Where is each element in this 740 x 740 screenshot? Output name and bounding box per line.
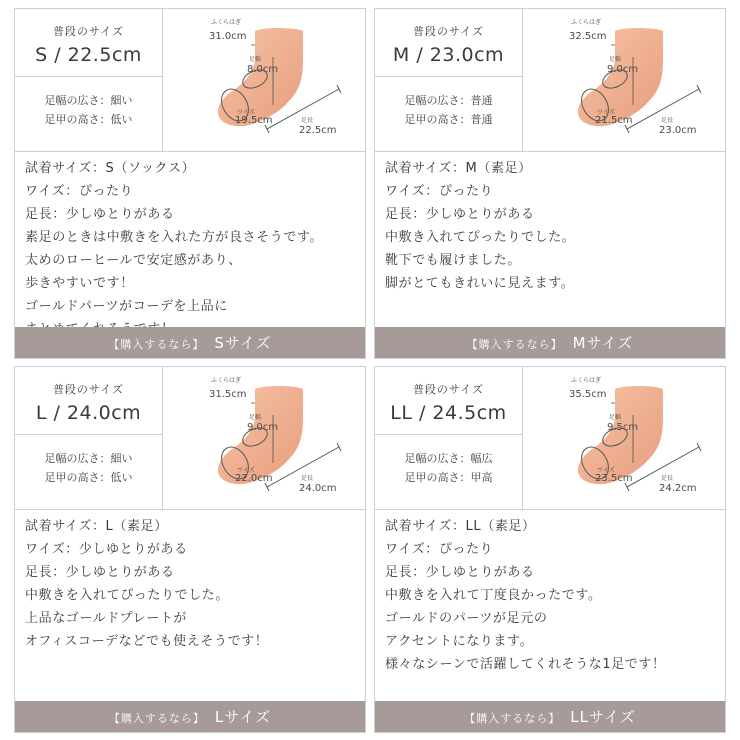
review-card <box>374 8 726 359</box>
usual-size-box <box>15 9 162 77</box>
review-line: 中敷きを入れて丁度良かったです。 <box>385 588 602 603</box>
review-line: 試着サイズ：L（素足） <box>25 519 168 534</box>
foot-width-text: 足幅の広さ：幅広 <box>404 452 493 465</box>
usual-size-label: 普段のサイズ <box>412 383 485 396</box>
foot-diagram <box>523 9 725 151</box>
measurement-panel <box>15 9 365 152</box>
review-line: 靴下でも履けました。 <box>385 253 522 268</box>
wise-label: ワイズ <box>237 467 255 474</box>
usual-size-label: 普段のサイズ <box>412 25 485 38</box>
buy-size-label: Lサイズ <box>214 708 272 726</box>
review-line: 脚がとてもきれいに見えます。 <box>385 276 575 291</box>
wise-label: ワイズ <box>237 109 255 116</box>
length-value: 24.0cm <box>299 483 337 494</box>
usual-size-box <box>15 367 162 435</box>
foot-width-text: 足幅の広さ：細い <box>44 94 133 107</box>
ankle-value: 8.0cm <box>247 64 279 75</box>
instep-height-text: 足甲の高さ：低い <box>44 471 133 484</box>
buy-size-button[interactable] <box>15 701 365 732</box>
length-label: 足長 <box>301 475 314 482</box>
review-line: 足長：少しゆとりがある <box>25 207 175 222</box>
review-line: ワイズ：ぴったり <box>25 184 134 199</box>
buy-size-button[interactable] <box>375 701 725 732</box>
usual-size-value: S / 22.5cm <box>35 44 142 66</box>
review-card <box>14 366 366 733</box>
ankle-label: 足幅 <box>249 414 262 421</box>
usual-size-value: L / 24.0cm <box>35 402 142 424</box>
calf-value: 31.0cm <box>209 31 247 42</box>
review-line: 足長：少しゆとりがある <box>385 565 535 580</box>
instep-height-text: 足甲の高さ：甲高 <box>404 471 493 484</box>
buy-prefix: 【購入するなら】 <box>108 338 205 351</box>
foot-illustration <box>523 9 733 152</box>
buy-size-label: LLサイズ <box>570 708 636 726</box>
foot-width-text: 足幅の広さ：細い <box>44 452 133 465</box>
buy-size-label: Sサイズ <box>214 334 272 352</box>
review-line: ワイズ：少しゆとりがある <box>25 542 188 557</box>
review-card <box>14 8 366 359</box>
foot-illustration <box>163 9 373 152</box>
measurement-panel <box>375 9 725 152</box>
length-value: 24.2cm <box>659 483 697 494</box>
review-line: ゴールドパーツがコーデを上品に <box>25 299 228 314</box>
foot-diagram <box>163 367 365 509</box>
measurement-panel <box>15 367 365 510</box>
wise-value: 21.5cm <box>595 115 633 126</box>
ankle-value: 9.0cm <box>607 64 639 75</box>
foot-shape-info <box>375 449 522 487</box>
instep-height-text: 足甲の高さ：普通 <box>404 113 493 126</box>
size-info <box>375 367 523 509</box>
calf-label: ふくらはぎ <box>571 377 602 384</box>
review-line: ワイズ：ぴったり <box>385 542 494 557</box>
buy-prefix: 【購入するなら】 <box>108 712 205 725</box>
calf-value: 35.5cm <box>569 389 607 400</box>
foot-shape <box>218 386 303 484</box>
review-line: 試着サイズ：M（素足） <box>385 161 532 176</box>
ankle-label: 足幅 <box>249 56 262 63</box>
buy-size-button[interactable] <box>15 327 365 358</box>
length-value: 23.0cm <box>659 125 697 136</box>
review-text <box>385 515 717 676</box>
foot-shape-info <box>15 449 162 487</box>
review-line: 太めのローヒールで安定感があり、 <box>25 253 242 268</box>
wise-value: 23.5cm <box>595 473 633 484</box>
review-text <box>25 157 357 341</box>
length-value: 22.5cm <box>299 125 337 136</box>
size-info <box>15 9 163 151</box>
calf-label: ふくらはぎ <box>211 377 242 384</box>
foot-shape <box>578 28 663 126</box>
instep-height-text: 足甲の高さ：低い <box>44 113 133 126</box>
ankle-label: 足幅 <box>609 414 622 421</box>
wise-label: ワイズ <box>597 109 615 116</box>
buy-size-label: Mサイズ <box>572 334 634 352</box>
review-line: 素足のときは中敷きを入れた方が良さそうです。 <box>25 230 324 245</box>
review-text <box>385 157 717 295</box>
calf-value: 31.5cm <box>209 389 247 400</box>
ankle-value: 9.0cm <box>247 422 279 433</box>
foot-diagram <box>163 9 365 151</box>
review-line: ゴールドのパーツが足元の <box>385 611 548 626</box>
foot-width-text: 足幅の広さ：普通 <box>404 94 493 107</box>
wise-value: 19.5cm <box>235 115 273 126</box>
size-info <box>375 9 523 151</box>
foot-shape <box>578 386 663 484</box>
review-text <box>25 515 357 653</box>
review-line: 中敷き入れてぴったりでした。 <box>385 230 576 245</box>
buy-size-button[interactable] <box>375 327 725 358</box>
usual-size-value: M / 23.0cm <box>392 44 505 66</box>
length-label: 足長 <box>661 117 674 124</box>
review-line: オフィスコーデなどでも使えそうです！ <box>25 634 269 649</box>
review-line: 歩きやすいです！ <box>25 276 134 291</box>
foot-diagram <box>523 367 725 509</box>
review-line: ワイズ：ぴったり <box>385 184 494 199</box>
review-line: 足長：少しゆとりがある <box>25 565 175 580</box>
foot-shape <box>218 28 303 126</box>
foot-illustration <box>163 367 373 510</box>
wise-value: 22.0cm <box>235 473 273 484</box>
review-line: 試着サイズ：LL（素足） <box>385 519 536 534</box>
review-line: 様々なシーンで活躍してくれそうな1足です！ <box>385 657 666 672</box>
length-label: 足長 <box>301 117 314 124</box>
buy-prefix: 【購入するなら】 <box>464 712 561 725</box>
foot-shape-info <box>375 91 522 129</box>
size-info <box>15 367 163 509</box>
usual-size-box <box>375 367 522 435</box>
ankle-value: 9.5cm <box>607 422 639 433</box>
calf-label: ふくらはぎ <box>571 19 602 26</box>
calf-value: 32.5cm <box>569 31 607 42</box>
usual-size-label: 普段のサイズ <box>52 383 125 396</box>
usual-size-box <box>375 9 522 77</box>
usual-size-label: 普段のサイズ <box>52 25 125 38</box>
buy-prefix: 【購入するなら】 <box>466 338 563 351</box>
foot-illustration <box>523 367 733 510</box>
review-line: 中敷きを入れてぴったりでした。 <box>25 588 230 603</box>
wise-label: ワイズ <box>597 467 615 474</box>
foot-shape-info <box>15 91 162 129</box>
usual-size-value: LL / 24.5cm <box>390 402 507 424</box>
calf-label: ふくらはぎ <box>211 19 242 26</box>
review-line: 試着サイズ：S（ソックス） <box>25 161 196 176</box>
review-line: 足長：少しゆとりがある <box>385 207 535 222</box>
ankle-label: 足幅 <box>609 56 622 63</box>
review-line: 上品なゴールドプレートが <box>25 611 188 626</box>
review-line: アクセントになります。 <box>385 634 534 649</box>
length-label: 足長 <box>661 475 674 482</box>
measurement-panel <box>375 367 725 510</box>
review-card <box>374 366 726 733</box>
